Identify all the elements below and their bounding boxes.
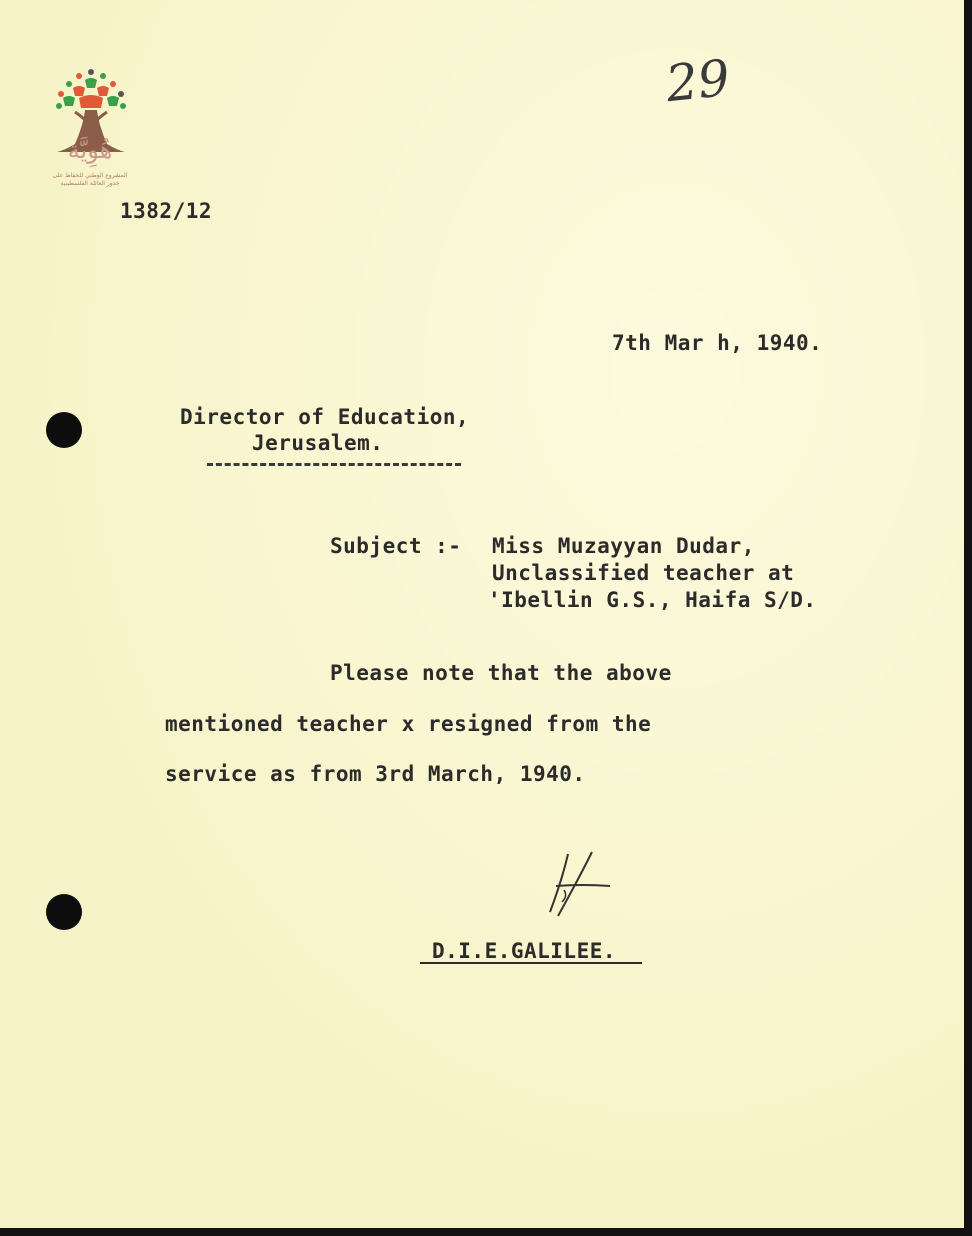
recipient-line1: Director of Education, (180, 405, 470, 429)
punch-hole-icon (46, 894, 82, 930)
punch-hole-icon (46, 412, 82, 448)
body-line2: mentioned teacher x resigned from the (165, 712, 652, 736)
signature-underline (420, 962, 642, 964)
subject-line3: 'Ibellin G.S., Haifa S/D. (488, 588, 817, 612)
letter-date: 7th Mar h, 1940. (612, 331, 823, 355)
recipient-underline (207, 463, 461, 466)
reference-number: 1382/12 (120, 199, 213, 223)
subject-line2: Unclassified teacher at (492, 561, 795, 585)
handwritten-initial-icon (542, 850, 617, 920)
logo-caption-line2: جذور العائلة الفلسطينية (60, 180, 120, 187)
logo-caption-line1: المشروع الوطني للحفاظ على (52, 172, 128, 179)
body-line1: Please note that the above (330, 661, 672, 685)
recipient-line2: Jerusalem. (252, 431, 384, 455)
subject-line1: Miss Muzayyan Dudar, (492, 534, 755, 558)
folio-number: 29 (663, 48, 733, 114)
body-line3: service as from 3rd March, 1940. (165, 762, 586, 786)
logo-wordmark: هُوِيَّة (67, 136, 113, 164)
subject-label: Subject :- (330, 534, 462, 558)
signature-name: D.I.E.GALILEE. (432, 939, 617, 963)
logo-caption (40, 172, 140, 188)
